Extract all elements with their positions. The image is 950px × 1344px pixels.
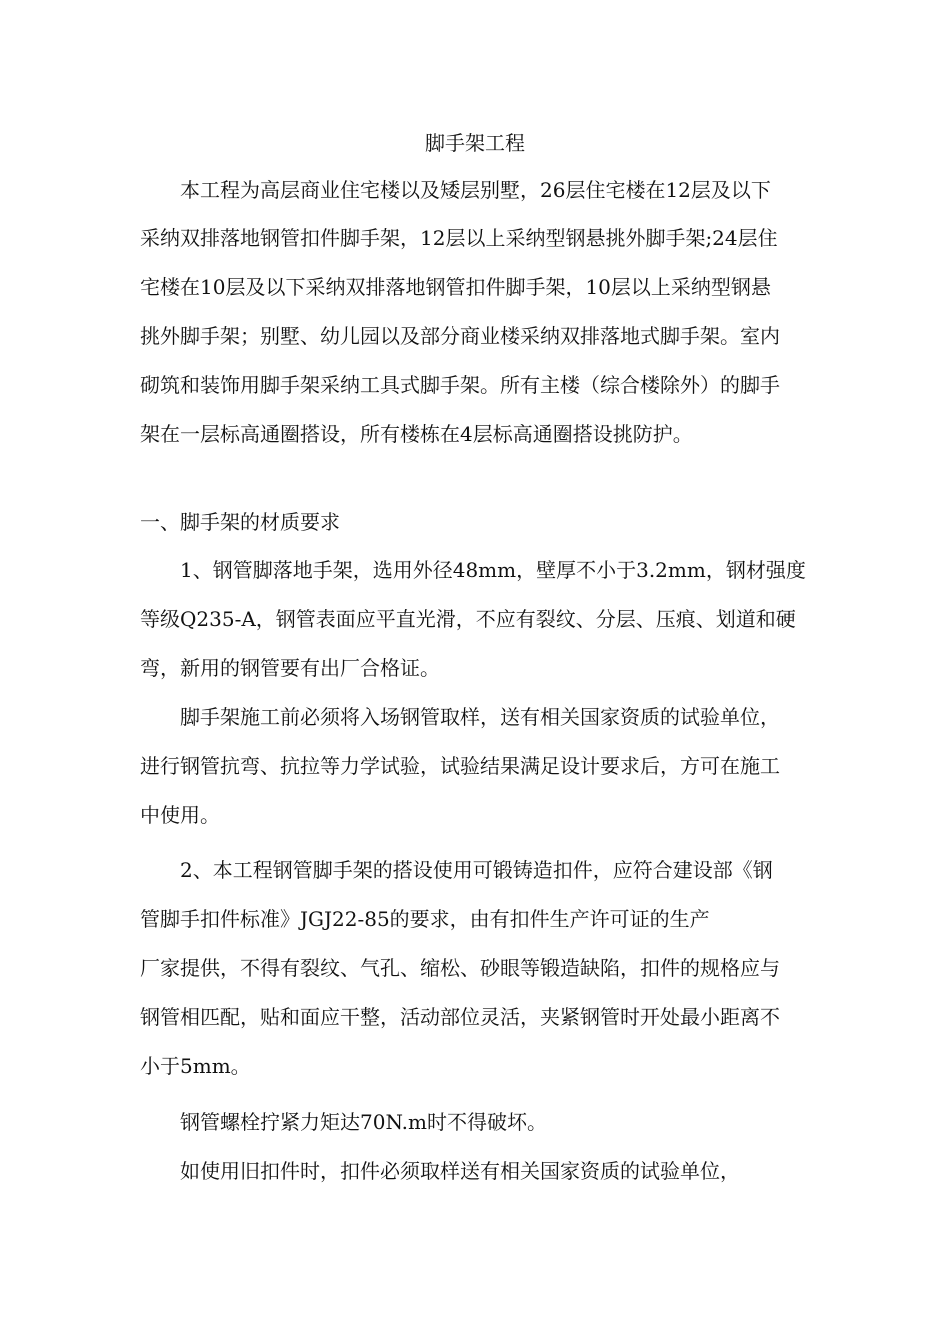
paragraph-line: 2、本工程钢管脚手架的搭设使用可锻铸造扣件，应符合建设部《钢 <box>180 858 773 882</box>
paragraph-line: 钢管相匹配，贴和面应干整，活动部位灵活，夹紧钢管时开处最小距离不 <box>140 1005 780 1029</box>
paragraph-line: 本工程为高层商业住宅楼以及矮层别墅，26层住宅楼在12层及以下 <box>180 178 771 202</box>
paragraph-line: 钢管螺栓拧紧力矩达70N.m时不得破坏。 <box>180 1110 547 1134</box>
paragraph-line: 脚手架施工前必须将入场钢管取样，送有相关国家资质的试验单位， <box>180 705 780 729</box>
paragraph-line: 进行钢管抗弯、抗拉等力学试验，试验结果满足设计要求后，方可在施工 <box>140 754 780 778</box>
paragraph-line: 宅楼在10层及以下采纳双排落地钢管扣件脚手架，10层以上采纳型钢悬 <box>140 275 771 299</box>
paragraph-line: 架在一层标高通圈搭设，所有楼栋在4层标高通圈搭设挑防护。 <box>140 422 693 446</box>
paragraph-line: 如使用旧扣件时，扣件必须取样送有相关国家资质的试验单位， <box>180 1159 740 1183</box>
paragraph-line: 挑外脚手架；别墅、幼儿园以及部分商业楼采纳双排落地式脚手架。室内 <box>140 324 780 348</box>
paragraph-line: 厂家提供，不得有裂纹、气孔、缩松、砂眼等锻造缺陷，扣件的规格应与 <box>140 956 780 980</box>
paragraph-line: 采纳双排落地钢管扣件脚手架，12层以上采纳型钢悬挑外脚手架;24层住 <box>140 226 778 250</box>
paragraph-line: 中使用。 <box>140 803 220 827</box>
section-heading: 一、脚手架的材质要求 <box>140 510 340 534</box>
paragraph-line: 等级Q235-A，钢管表面应平直光滑，不应有裂纹、分层、压痕、划道和硬 <box>140 607 796 631</box>
document-title: 脚手架工程 <box>425 131 525 155</box>
paragraph-line: 小于5mm。 <box>140 1054 251 1078</box>
paragraph-line: 弯，新用的钢管要有出厂合格证。 <box>140 656 440 680</box>
paragraph-line: 1、钢管脚落地手架，选用外径48mm，壁厚不小于3.2mm，钢材强度 <box>180 558 806 582</box>
paragraph-line: 砌筑和装饰用脚手架采纳工具式脚手架。所有主楼（综合楼除外）的脚手 <box>140 373 780 397</box>
paragraph-line: 管脚手扣件标准》JGJ22-85的要求，由有扣件生产许可证的生产 <box>140 907 710 931</box>
